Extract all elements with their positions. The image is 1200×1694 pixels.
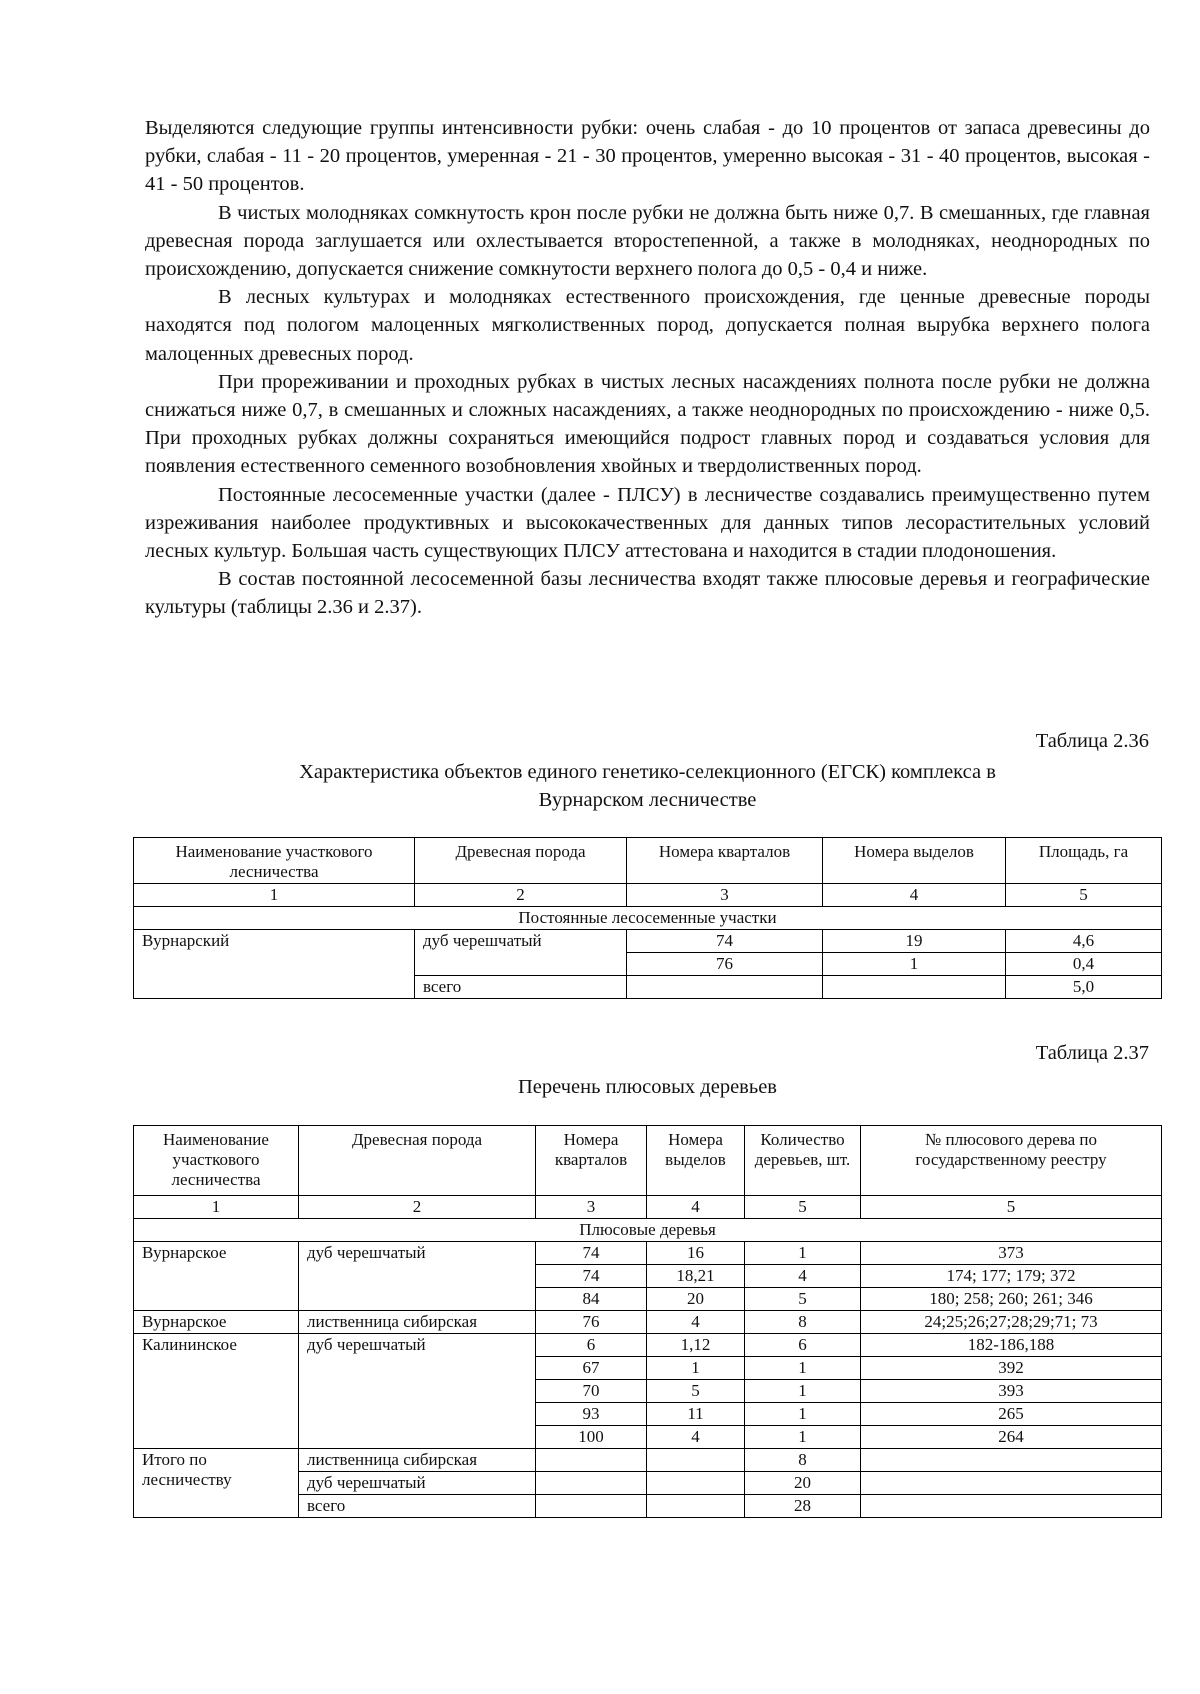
column-number: 4 xyxy=(647,1196,745,1219)
empty-cell xyxy=(536,1495,647,1518)
quarter-cell: 67 xyxy=(536,1357,647,1380)
quarter-cell: 6 xyxy=(536,1334,647,1357)
paragraph: В чистых молодняках сомкнутость крон после рубки не должна быть ниже 0,7. В смешанных, где главная древесная порода заглушается или охлестывается второстепенной, а также в молодняках, неоднородных по происхождению, допускается снижение сомкнутости верхнего полога до 0,5 - 0,4 и ниже. xyxy=(145,201,1150,281)
empty-cell xyxy=(823,976,1006,999)
column-header: Древесная порода xyxy=(415,838,627,884)
empty-cell xyxy=(861,1449,1162,1472)
column-header: № плюсового дерева по государственному реестру xyxy=(861,1126,1162,1196)
allotment-cell: 5 xyxy=(647,1380,745,1403)
count-cell: 4 xyxy=(745,1265,861,1288)
registry-cell: 180; 258; 260; 261; 346 xyxy=(861,1288,1162,1311)
forestry-cell: Калининское xyxy=(134,1334,299,1449)
total-row xyxy=(134,1449,1162,1472)
paragraph: В лесных культурах и молодняках естественного происхождения, где ценные древесные породы находятся под пологом малоценных мягколиственных пород, допускается полная вырубка верхнего полога малоценных древесных пород. xyxy=(145,286,1150,365)
column-number: 5 xyxy=(745,1196,861,1219)
quarter-cell: 76 xyxy=(627,953,823,976)
column-header: Количество деревьев, шт. xyxy=(745,1126,861,1196)
count-cell: 1 xyxy=(745,1403,861,1426)
column-header: Номера кварталов xyxy=(536,1126,647,1196)
table-number: Таблица 2.36 xyxy=(1035,730,1149,752)
registry-cell: 264 xyxy=(861,1426,1162,1449)
quarter-cell: 74 xyxy=(627,930,823,953)
empty-cell xyxy=(647,1472,745,1495)
count-cell: 5 xyxy=(745,1288,861,1311)
paragraph: Выделяются следующие группы интенсивности рубки: очень слабая - до 10 процентов от запаса древесины до рубки, слабая - 11 - 20 процентов, умеренная - 21 - 30 процентов, умеренно высокая - 31 - 40 процентов, высокая - 41 - 50 процентов. xyxy=(145,117,1150,196)
registry-cell: 174; 177; 179; 372 xyxy=(861,1265,1162,1288)
species-cell: дуб черешчатый xyxy=(415,930,627,976)
empty-cell xyxy=(536,1449,647,1472)
count-cell: 8 xyxy=(745,1311,861,1334)
count-cell: 1 xyxy=(745,1380,861,1403)
column-header: Номера кварталов xyxy=(627,838,823,884)
forestry-cell: Вурнарское xyxy=(134,1242,299,1311)
column-number: 2 xyxy=(299,1196,536,1219)
allotment-cell: 16 xyxy=(647,1242,745,1265)
registry-cell: 24;25;26;27;28;29;71; 73 xyxy=(861,1311,1162,1334)
count-cell: 8 xyxy=(745,1449,861,1472)
species-cell: дуб черешчатый xyxy=(299,1334,536,1449)
column-number: 5 xyxy=(1006,884,1162,907)
registry-cell: 373 xyxy=(861,1242,1162,1265)
paragraph: В состав постоянной лесосеменной базы лесничества входят также плюсовые деревья и географические культуры (таблицы 2.36 и 2.37). xyxy=(145,568,1150,619)
section-label: Постоянные лесосеменные участки xyxy=(134,907,1162,930)
column-number: 5 xyxy=(861,1196,1162,1219)
table-row xyxy=(134,1242,1162,1265)
quarter-cell: 76 xyxy=(536,1311,647,1334)
section-row xyxy=(134,907,1162,930)
registry-cell: 182-186,188 xyxy=(861,1334,1162,1357)
column-header: Древесная порода xyxy=(299,1126,536,1196)
empty-cell xyxy=(647,1449,745,1472)
column-number: 2 xyxy=(415,884,627,907)
species-cell: дуб черешчатый xyxy=(299,1472,536,1495)
body-text xyxy=(145,114,1150,622)
empty-cell xyxy=(861,1495,1162,1518)
table-2-36 xyxy=(133,837,1162,999)
column-number: 1 xyxy=(134,884,415,907)
empty-cell xyxy=(627,976,823,999)
table-title-line: Вурнарском лесничестве xyxy=(538,789,757,811)
empty-cell xyxy=(536,1472,647,1495)
section-label: Плюсовые деревья xyxy=(134,1219,1162,1242)
count-cell: 1 xyxy=(745,1426,861,1449)
table-header-row xyxy=(134,1126,1162,1196)
total-area: 5,0 xyxy=(1006,976,1162,999)
column-header: Наименование участкового лесничества xyxy=(134,838,415,884)
count-cell: 1 xyxy=(745,1357,861,1380)
quarter-cell: 100 xyxy=(536,1426,647,1449)
column-number: 4 xyxy=(823,884,1006,907)
count-cell: 6 xyxy=(745,1334,861,1357)
species-cell: лиственница сибирская xyxy=(299,1311,536,1334)
column-number-row xyxy=(134,1196,1162,1219)
quarter-cell: 74 xyxy=(536,1242,647,1265)
allotment-cell: 1,12 xyxy=(647,1334,745,1357)
column-header: Номера выделов xyxy=(647,1126,745,1196)
table-row xyxy=(134,930,1162,953)
total-label: всего xyxy=(415,976,627,999)
column-number: 1 xyxy=(134,1196,299,1219)
column-number: 3 xyxy=(627,884,823,907)
quarter-cell: 70 xyxy=(536,1380,647,1403)
count-cell: 1 xyxy=(745,1242,861,1265)
allotment-cell: 18,21 xyxy=(647,1265,745,1288)
table-title: Перечень плюсовых деревьев xyxy=(518,1076,777,1098)
quarter-cell: 84 xyxy=(536,1288,647,1311)
allotment-cell: 11 xyxy=(647,1403,745,1426)
table-title-line: Характеристика объектов единого генетико-селекционного (ЕГСК) комплекса в xyxy=(299,761,996,783)
forestry-cell: Вурнарский xyxy=(134,930,415,999)
registry-cell: 265 xyxy=(861,1403,1162,1426)
allotment-cell: 20 xyxy=(647,1288,745,1311)
area-cell: 0,4 xyxy=(1006,953,1162,976)
empty-cell xyxy=(861,1472,1162,1495)
table-title xyxy=(145,758,1150,814)
column-header: Номера выделов xyxy=(823,838,1006,884)
registry-cell: 392 xyxy=(861,1357,1162,1380)
table-row xyxy=(134,1311,1162,1334)
allotment-cell: 1 xyxy=(823,953,1006,976)
registry-cell: 393 xyxy=(861,1380,1162,1403)
area-cell: 4,6 xyxy=(1006,930,1162,953)
quarter-cell: 93 xyxy=(536,1403,647,1426)
forestry-cell: Вурнарское xyxy=(134,1311,299,1334)
species-cell: лиственница сибирская xyxy=(299,1449,536,1472)
allotment-cell: 4 xyxy=(647,1426,745,1449)
section-row xyxy=(134,1219,1162,1242)
column-number-row xyxy=(134,884,1162,907)
table-number: Таблица 2.37 xyxy=(1035,1042,1149,1064)
quarter-cell: 74 xyxy=(536,1265,647,1288)
paragraph: При прореживании и проходных рубках в чистых лесных насаждениях полнота после рубки не должна снижаться ниже 0,7, в смешанных и сложных насаждениях, а также неоднородных по происхождению - ниже 0,5. При проходных рубках должны сохраняться имеющийся подрост главных пород и создаваться условия для появления естественного семенного возобновления хвойных и твердолиственных пород. xyxy=(145,370,1150,478)
paragraph: Постоянные лесосеменные участки (далее - ПЛСУ) в лесничестве создавались преимущественно путем изреживания наиболее продуктивных и высококачественных для данных типов лесорастительных условий лесных культур. Большая часть существующих ПЛСУ аттестована и находится в стадии плодоношения. xyxy=(145,483,1150,563)
allotment-cell: 19 xyxy=(823,930,1006,953)
count-cell: 28 xyxy=(745,1495,861,1518)
table-header-row xyxy=(134,838,1162,884)
allotment-cell: 1 xyxy=(647,1357,745,1380)
species-cell: всего xyxy=(299,1495,536,1518)
column-header: Наименование участкового лесничества xyxy=(134,1126,299,1196)
column-number: 3 xyxy=(536,1196,647,1219)
column-header: Площадь, га xyxy=(1006,838,1162,884)
table-2-37 xyxy=(133,1125,1162,1518)
empty-cell xyxy=(647,1495,745,1518)
table-row xyxy=(134,1334,1162,1357)
species-cell: дуб черешчатый xyxy=(299,1242,536,1311)
totals-label: Итого по лесничеству xyxy=(134,1449,299,1518)
count-cell: 20 xyxy=(745,1472,861,1495)
allotment-cell: 4 xyxy=(647,1311,745,1334)
